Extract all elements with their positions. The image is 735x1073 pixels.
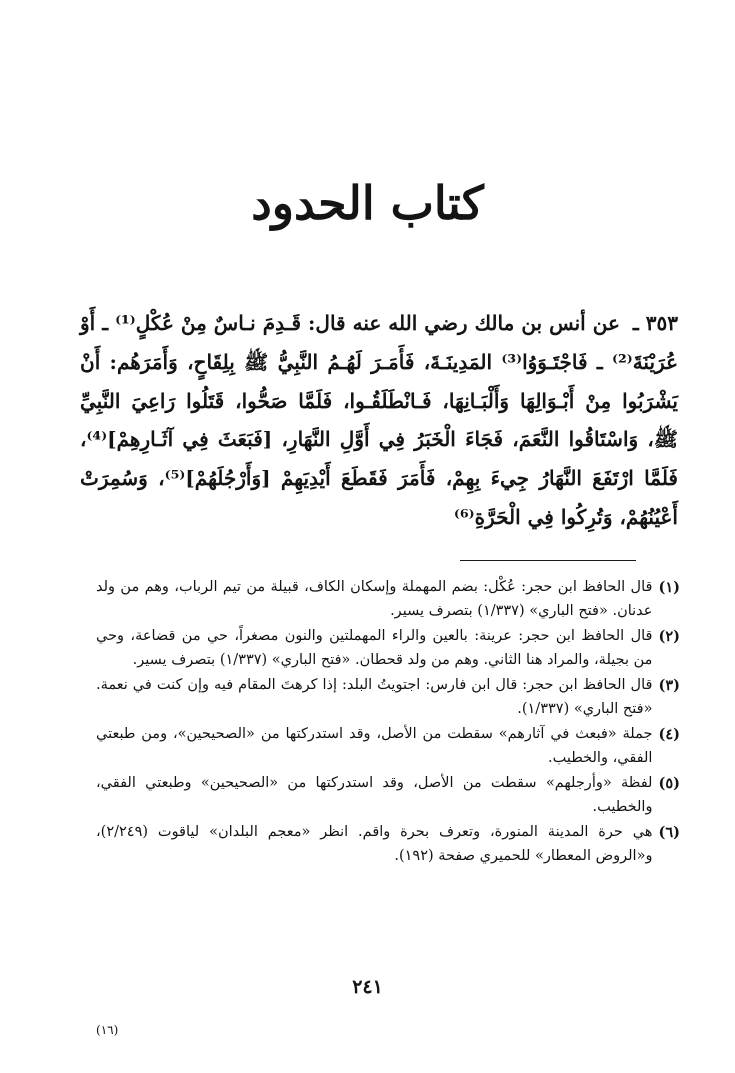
footnote-text: قال الحافظ ابن حجر: قال ابن فارس: اجتويتُ البلد: إذا كرهتَ المقام فيه وإن كنت في نعمة. «فتح الباري» (١/٣٣٧). <box>96 677 653 717</box>
footnote-1 <box>96 576 680 623</box>
footnote-text: جملة «فبعث في آثارهم» سقطت من الأصل، وقد استدركتها من «الصحيحين»، ومن طبعتي الفقي، والخطيب. <box>96 726 653 766</box>
footnote-separator <box>460 560 636 561</box>
footnote-6 <box>96 821 680 868</box>
footnote-number: (٦) <box>658 824 680 841</box>
footnote-4 <box>96 723 680 770</box>
footnote-number: (٣) <box>658 677 680 694</box>
footnote-number: (٥) <box>658 775 680 792</box>
hadith-body: عن أنس بن مالك رضي الله عنه قال: قَـدِمَ نـاسٌ مِنْ عُكْلٍ⁽¹⁾ ـ أَوْ عُرَيْنَةَ⁽²⁾ ـ فَاجْتَـوَوُا⁽³⁾ المَدِينَـةَ، فَأَمَـرَ لَهُـمُ النَّبِيُّ ﷺ بِلِقَاحٍ، وَأَمَرَهُم: أَنْ يَشْرَبُوا مِنْ أَبْـوَالِهَا وَأَلْبَـانِهَا، فَـانْطَلَقُـوا، فَلَمَّا صَحُّوا، قَتَلُوا رَاعِيَ النَّبِيِّ ﷺ، وَاسْتَاقُوا النَّعَمَ، فَجَاءَ الْخَبَرُ فِي أَوَّلِ النَّهَارِ، [فَبَعَثَ فِي آثَـارِهِمْ]⁽⁴⁾، فَلَمَّا ارْتَفَعَ النَّهَارُ جِيءَ بِهِمْ، فَأَمَرَ فَقَطَعَ أَيْدِيَهِمْ [وَأَرْجُلَهُمْ]⁽⁵⁾، وَسُمِرَتْ أَعْيُنُهُمْ، وَتُرِكُوا فِي الْحَرَّةِ⁽⁶⁾ <box>80 311 678 529</box>
footnote-text: لفظة «وأرجلهم» سقطت من الأصل، وقد استدركتها من «الصحيحين» وطبعتي الفقي، والخطيب. <box>96 775 653 815</box>
chapter-title: كتاب الحدود <box>251 176 484 230</box>
footnote-number: (١) <box>658 579 680 596</box>
page-number: ٢٤١ <box>352 976 383 998</box>
footnote-number: (٤) <box>658 726 680 743</box>
hadith-text-block <box>80 304 678 537</box>
footnote-3 <box>96 674 680 721</box>
signature-mark: (١٦) <box>96 1023 119 1037</box>
footnote-2 <box>96 625 680 672</box>
footnote-text: قال الحافظ ابن حجر: عرينة: بالعين والراء المهملتين والنون مصغراً، حي من قضاعة، وحي من بجيلة، والمراد هنا الثاني. وهم من ولد قحطان. «فتح الباري» (١/٣٣٧) بتصرف يسير. <box>96 628 653 668</box>
footnotes <box>96 576 680 870</box>
footnote-text: هي حرة المدينة المنورة، وتعرف بحرة واقم. انظر «معجم البلدان» لياقوت (٢/٢٤٩)، و«الروض المعطار» للحميري صفحة (١٩٢). <box>96 824 653 864</box>
footnote-number: (٢) <box>658 628 680 645</box>
hadith-number: ٣٥٣ ـ <box>632 311 678 335</box>
footnote-text: قال الحافظ ابن حجر: عُكْل: بضم المهملة وإسكان الكاف، قبيلة من تيم الرباب، وهم من ولد عدنان. «فتح الباري» (١/٣٣٧) بتصرف يسير. <box>96 579 653 619</box>
footnote-5 <box>96 772 680 819</box>
